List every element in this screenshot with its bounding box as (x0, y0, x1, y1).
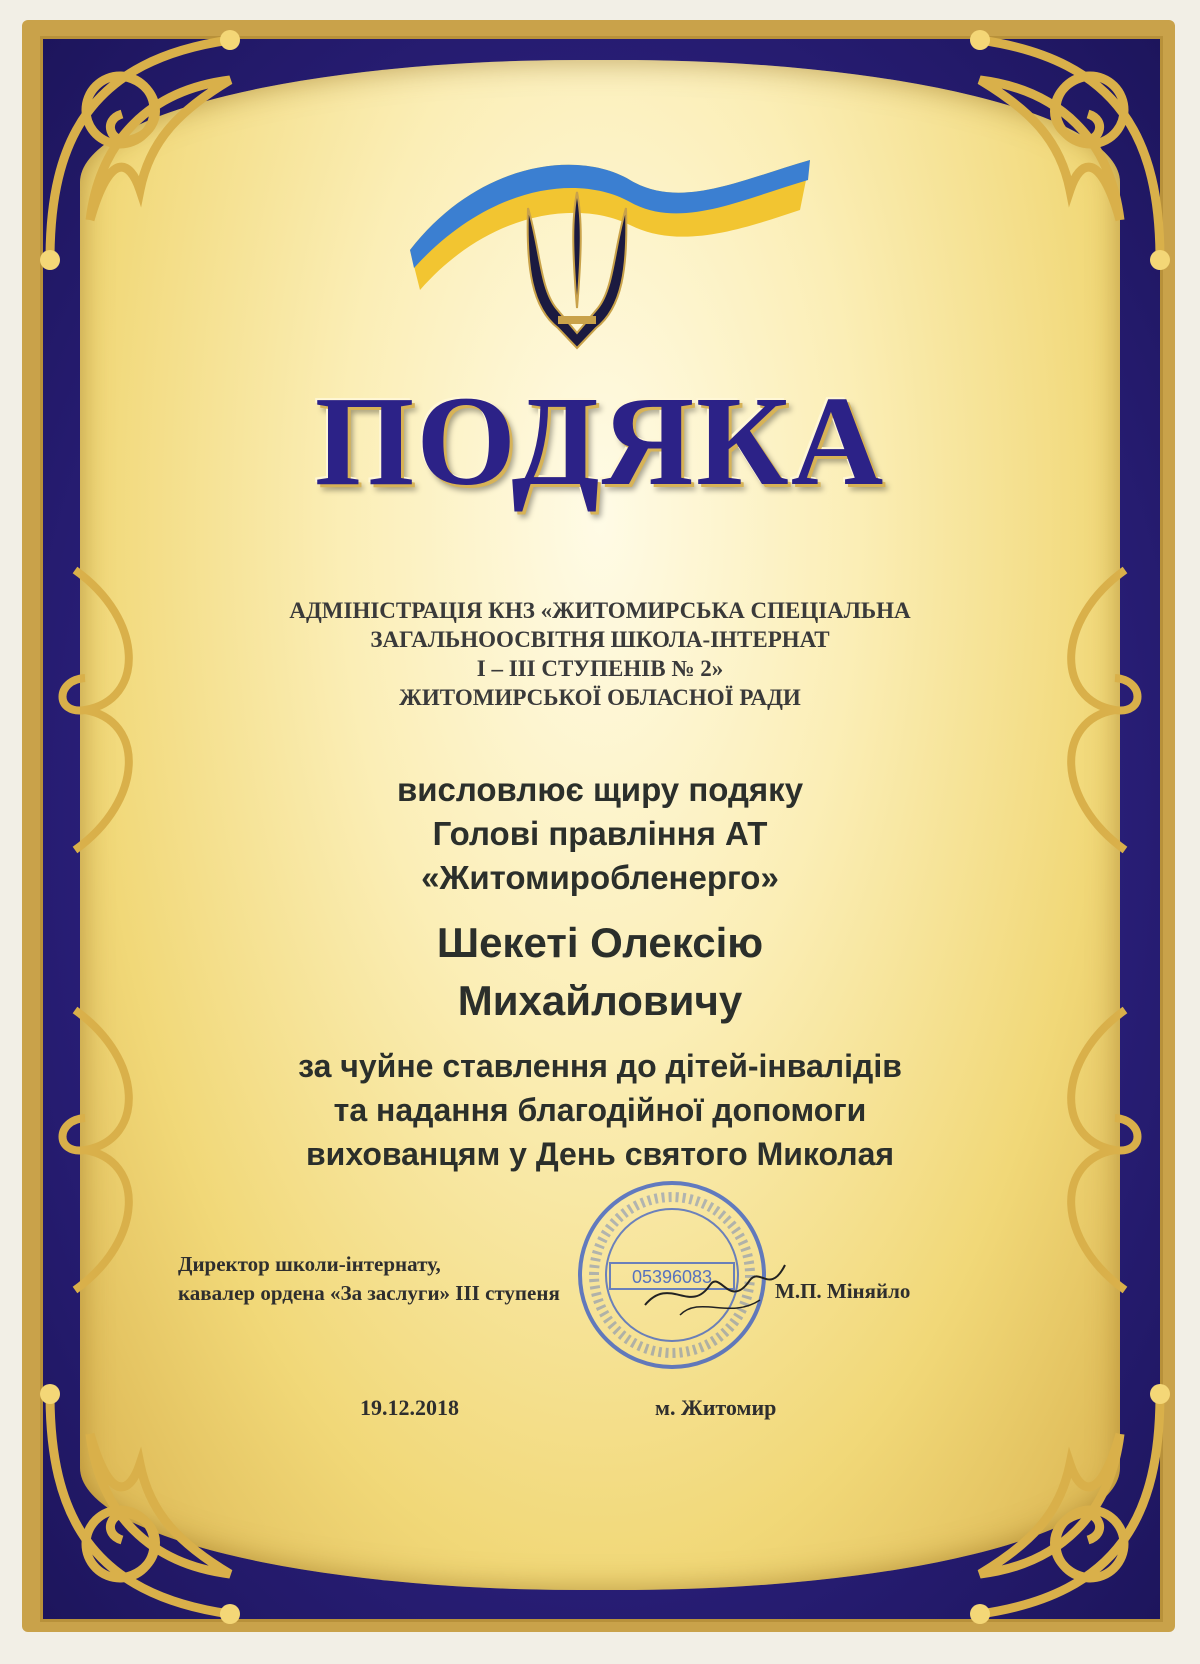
recipient-line: Михайловичу (457, 977, 743, 1024)
signatory-name: М.П. Міняйло (775, 1279, 911, 1303)
issue-city: м. Житомир (655, 1395, 777, 1420)
ornament-icon (30, 20, 290, 280)
issuer-line: АДМІНІСТРАЦІЯ КНЗ «ЖИТОМИРСЬКА СПЕЦІАЛЬНА (289, 598, 911, 623)
reason-line: за чуйне ставлення до дітей-інвалідів (298, 1048, 902, 1084)
certificate-title: ПОДЯКА (314, 370, 886, 512)
signatory-block (178, 1250, 560, 1308)
issuer-block (150, 596, 1050, 712)
intro-line: «Житомиробленерго» (421, 859, 779, 896)
reason-line: вихованцям у День святого Миколая (305, 1136, 895, 1172)
signatory-line: кавалер ордена «За заслуги» ІІІ ступеня (178, 1281, 560, 1305)
ornament-icon (920, 20, 1180, 280)
recipient-block (120, 914, 1080, 1030)
signatory-line: Директор школи-інтернату, (178, 1252, 441, 1276)
ornament-icon (30, 1374, 290, 1634)
ornament-icon (920, 1374, 1180, 1634)
intro-block (120, 768, 1080, 900)
issuer-line: ЗАГАЛЬНООСВІТНЯ ШКОЛА-ІНТЕРНАТ (370, 627, 830, 652)
reason-line: та надання благодійної допомоги (333, 1092, 867, 1128)
issue-date: 19.12.2018 (360, 1395, 459, 1420)
issuer-line: І – ІІІ СТУПЕНІВ № 2» (476, 656, 724, 681)
intro-line: Голові правління АТ (432, 815, 768, 852)
issuer-line: ЖИТОМИРСЬКОЇ ОБЛАСНОЇ РАДИ (399, 685, 801, 710)
reason-block (120, 1044, 1080, 1176)
recipient-line: Шекеті Олексію (436, 919, 764, 966)
trident-icon (518, 188, 636, 358)
signature-icon (640, 1255, 790, 1325)
stamp-number: 05396083 (631, 1267, 713, 1287)
intro-line: висловлює щиру подяку (396, 771, 804, 808)
